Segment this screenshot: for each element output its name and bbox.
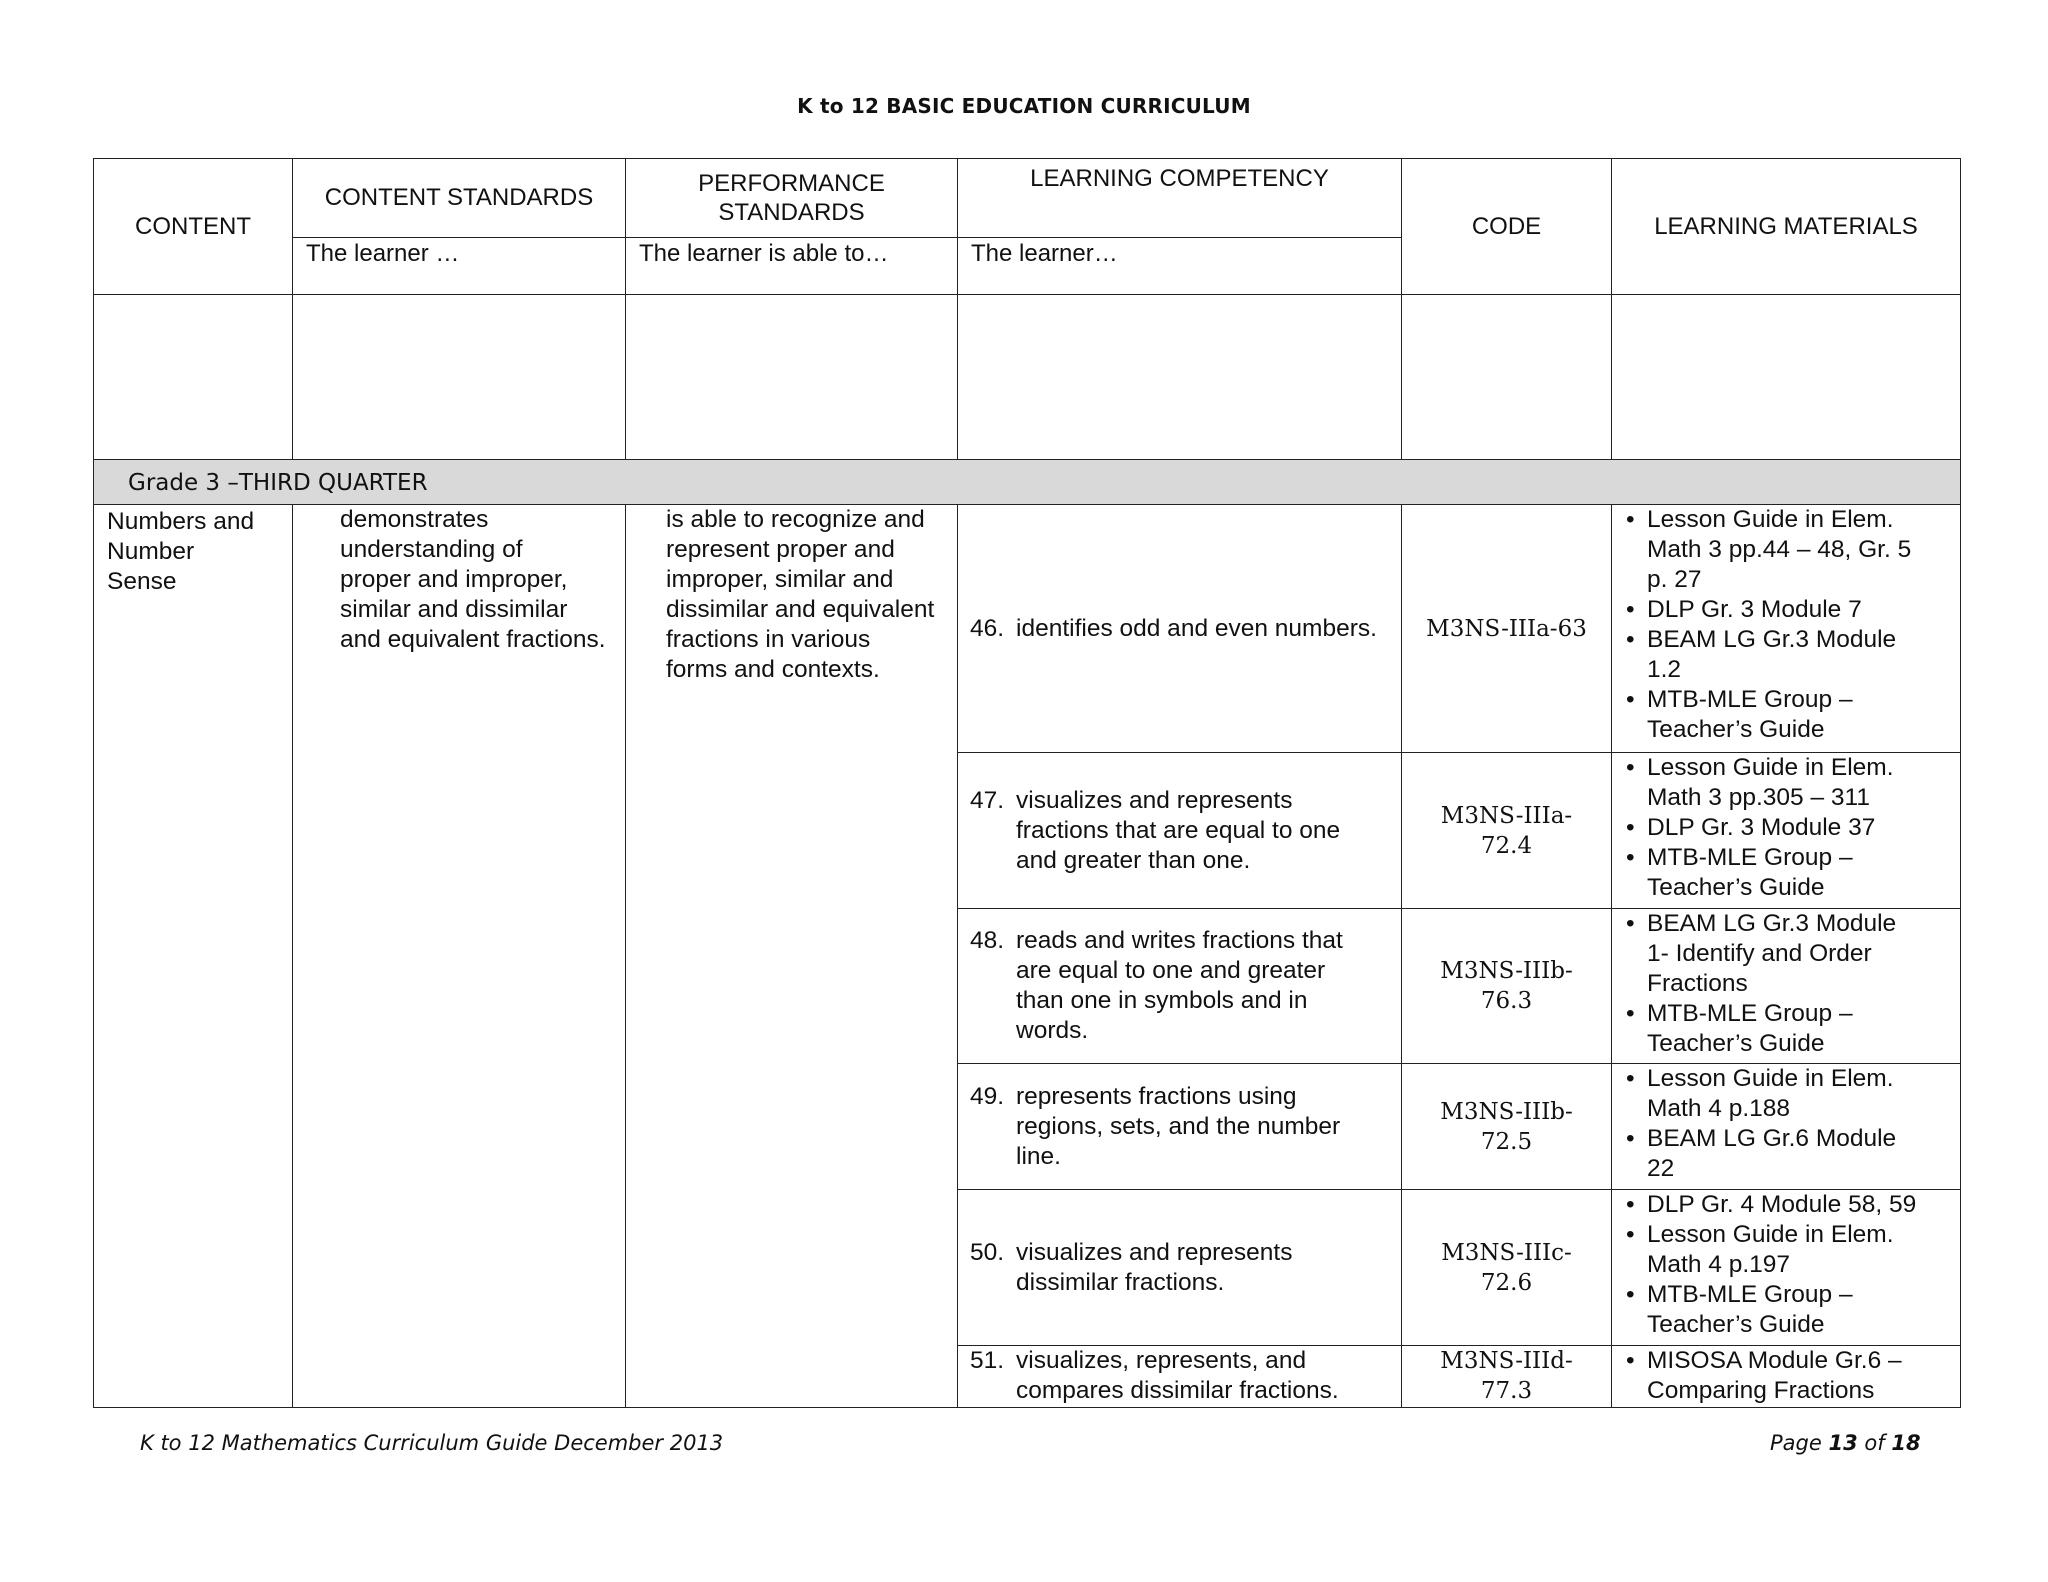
content-line: Sense [107,568,177,595]
content-standard-line: proper and improper, [340,566,568,593]
code-line: 76.3 [1480,988,1533,1014]
content-standard-line: demonstrates [340,506,489,533]
material-line: Lesson Guide in Elem. [1647,1221,1894,1248]
material-line: Math 4 p.197 [1647,1251,1791,1278]
materials-cell [1612,1064,1961,1190]
footer-title: K to 12 Mathematics Curriculum Guide December 2013 [140,1431,724,1455]
subheader-learning-competency: The learner… [958,238,1402,295]
material-line: Teacher’s Guide [1647,716,1825,743]
competency-line: fractions that are equal to one [1016,816,1341,844]
header-content-standards: CONTENT STANDARDS [293,159,626,238]
header-code: CODE [1402,159,1612,295]
quarter-row [94,460,1961,505]
content-standard-line: understanding of [340,536,523,563]
competency-cell [958,1190,1402,1346]
bullet-icon: • [1626,1065,1635,1092]
bullet-icon: • [1626,910,1635,937]
material-line: DLP Gr. 3 Module 37 [1647,814,1876,841]
code-cell [1402,909,1612,1064]
performance-standard-line: forms and contexts. [666,656,880,683]
material-item [1612,595,1952,625]
bullet-icon: • [1626,596,1635,623]
bullet-icon: • [1626,1221,1635,1248]
material-item [1612,625,1952,685]
curriculum-table [93,158,1961,1408]
competency-line: and greater than one. [1016,846,1251,874]
document-header: K to 12 BASIC EDUCATION CURRICULUM [797,94,1251,118]
competency-cell [958,505,1402,753]
material-line: Comparing Fractions [1647,1377,1875,1404]
competency-line: reads and writes fractions that [1016,927,1343,954]
content-line: Number [107,538,195,565]
materials-cell [1612,909,1961,1064]
empty-cell [94,295,293,460]
materials-cell [1612,1190,1961,1346]
code-line: M3NS-IIIc- [1441,1239,1572,1266]
page-number [1770,1431,1921,1455]
material-item [1612,1124,1952,1184]
competency-number: 51. [970,1347,1005,1374]
performance-standard-line: dissimilar and equivalent [666,596,935,623]
material-item [1612,813,1952,843]
code-line: M3NS-IIId- [1440,1348,1573,1374]
content-standard-line: similar and dissimilar [340,596,568,623]
page-total: 18 [1891,1431,1921,1455]
material-line: MTB-MLE Group – [1647,1281,1853,1308]
material-line: Math 3 pp.44 – 48, Gr. 5 [1647,536,1912,563]
material-item [1612,843,1952,903]
code-cell [1402,505,1612,753]
material-line: 1- Identify and Order [1647,940,1872,967]
subheader-content-standards: The learner … [293,238,626,295]
competency-cell [958,753,1402,909]
competency-line: visualizes and represents [1016,1238,1293,1266]
performance-standard-cell [626,505,958,1408]
subheader-performance-standards: The learner is able to… [626,238,958,295]
quarter-label: Grade 3 –THIRD QUARTER [94,460,1961,505]
header-performance-line2: STANDARDS [718,199,865,226]
material-item [1612,999,1952,1059]
bullet-icon: • [1626,844,1635,871]
empty-cell [626,295,958,460]
material-line: Math 4 p.188 [1647,1095,1791,1122]
bullet-icon: • [1626,1191,1635,1218]
material-line: BEAM LG Gr.3 Module [1647,626,1897,653]
header-performance-line1: PERFORMANCE [698,170,885,197]
competency-number: 49. [970,1082,1005,1110]
competency-line: line. [1016,1142,1061,1170]
page-of: of [1864,1431,1885,1455]
material-line: Lesson Guide in Elem. [1647,754,1894,781]
competency-line: words. [1016,1017,1089,1044]
competency-cell [958,909,1402,1064]
competency-line: dissimilar fractions. [1016,1268,1225,1296]
performance-standard-line: represent proper and [666,536,895,563]
page-current: 13 [1828,1431,1858,1455]
bullet-icon: • [1626,1347,1635,1374]
material-line: BEAM LG Gr.3 Module [1647,910,1897,937]
empty-cell [293,295,626,460]
bullet-icon: • [1626,1281,1635,1308]
bullet-icon: • [1626,1125,1635,1152]
code-line: 72.5 [1480,1128,1533,1155]
competency-line: compares dissimilar fractions. [1016,1377,1339,1404]
content-standard-cell [293,505,626,1408]
material-line: BEAM LG Gr.6 Module [1647,1125,1897,1152]
competency-number: 50. [970,1238,1005,1266]
empty-cell [1402,295,1612,460]
code-line: 72.4 [1480,832,1533,859]
material-line: Teacher’s Guide [1647,874,1825,901]
competency-number: 48. [970,927,1005,954]
empty-cell [958,295,1402,460]
material-line: MISOSA Module Gr.6 – [1647,1347,1902,1374]
competency-number: 46. [970,614,1005,642]
competency-line: visualizes and represents [1016,786,1293,814]
code-cell [1402,753,1612,909]
content-cell [94,505,293,1408]
competency-line: than one in symbols and in [1016,987,1308,1014]
performance-standard-line: is able to recognize and [666,506,925,533]
materials-cell [1612,753,1961,909]
material-line: Teacher’s Guide [1647,1311,1825,1338]
code-cell [1402,1190,1612,1346]
performance-standard-line: improper, similar and [666,566,894,593]
code-line: M3NS-IIIa-63 [1426,615,1587,642]
competency-cell [958,1064,1402,1190]
bullet-icon: • [1626,1000,1635,1027]
bullet-icon: • [1626,754,1635,781]
code-line: M3NS-IIIb- [1440,1098,1573,1125]
bullet-icon: • [1626,506,1635,533]
material-line: 22 [1647,1155,1675,1182]
code-cell [1402,1346,1612,1408]
code-line: M3NS-IIIa- [1440,802,1573,829]
material-line: Lesson Guide in Elem. [1647,506,1894,533]
content-line: Numbers and [107,508,255,535]
bullet-icon: • [1626,626,1635,653]
header-content: CONTENT [94,159,293,295]
material-item [1612,685,1952,745]
material-item [1612,753,1952,813]
code-line: 77.3 [1480,1378,1533,1404]
material-line: Math 3 pp.305 – 311 [1647,784,1870,811]
material-item [1612,1220,1952,1280]
code-line: M3NS-IIIb- [1440,958,1573,984]
competency-line: regions, sets, and the number [1016,1112,1341,1140]
code-line: 72.6 [1480,1269,1533,1296]
material-line: MTB-MLE Group – [1647,1000,1853,1027]
material-item [1612,1064,1952,1124]
empty-cell [1612,295,1961,460]
performance-standard-line: fractions in various [666,626,871,653]
material-item [1612,1346,1952,1406]
empty-row [94,295,1961,460]
material-line: Fractions [1647,970,1748,997]
material-item [1612,1190,1952,1220]
bullet-icon: • [1626,814,1635,841]
competency-line: visualizes, represents, and [1016,1347,1307,1374]
material-line: MTB-MLE Group – [1647,686,1853,713]
competency-number: 47. [970,786,1005,814]
competency-line: identifies odd and even numbers. [1016,614,1377,642]
header-learning-competency: LEARNING COMPETENCY [958,159,1402,238]
materials-cell [1612,1346,1961,1408]
bullet-icon: • [1626,686,1635,713]
header-performance-standards [626,159,958,238]
competency-line: represents fractions using [1016,1082,1297,1110]
material-line: DLP Gr. 3 Module 7 [1647,596,1862,623]
material-line: p. 27 [1647,566,1702,593]
code-cell [1402,1064,1612,1190]
header-learning-materials: LEARNING MATERIALS [1612,159,1961,295]
table-row [94,505,1961,753]
material-item [1612,505,1952,595]
material-item [1612,909,1952,999]
page-word: Page [1770,1431,1822,1455]
material-line: DLP Gr. 4 Module 58, 59 [1647,1191,1917,1218]
materials-cell [1612,505,1961,753]
material-line: MTB-MLE Group – [1647,844,1853,871]
material-line: Teacher’s Guide [1647,1030,1825,1057]
content-standard-line: and equivalent fractions. [340,626,606,653]
competency-cell [958,1346,1402,1408]
material-line: 1.2 [1647,656,1682,683]
material-line: Lesson Guide in Elem. [1647,1065,1894,1092]
competency-line: are equal to one and greater [1016,957,1326,984]
material-item [1612,1280,1952,1340]
